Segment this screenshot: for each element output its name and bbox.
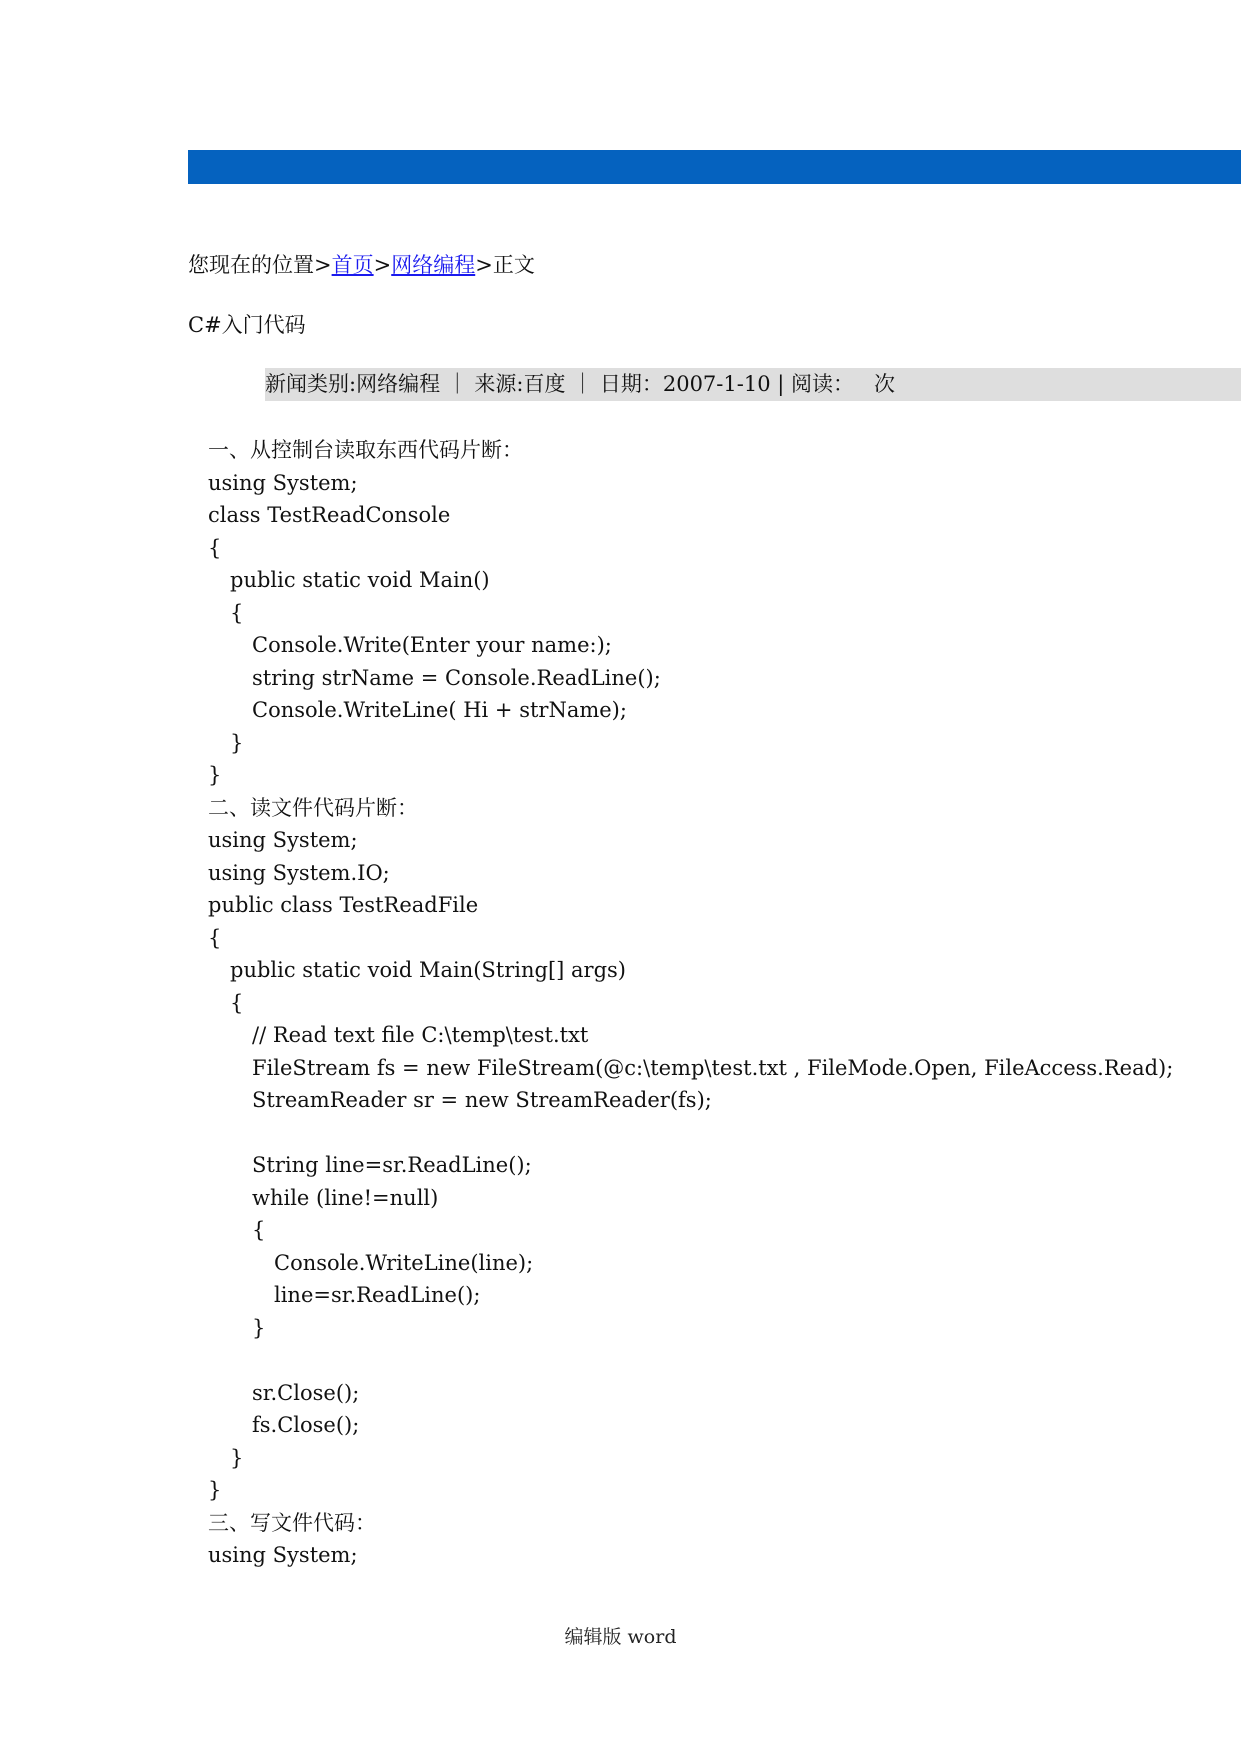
header-color-bar [188,150,1241,184]
code-line [208,1344,1218,1377]
code-line: 三、写文件代码： [208,1510,376,1535]
code-line: using System; [208,1543,358,1567]
breadcrumb-separator: > [373,253,392,277]
code-line: Console.WriteLine( Hi + strName); [252,698,627,722]
code-line: class TestReadConsole [208,503,451,527]
code-line: line=sr.ReadLine(); [274,1283,481,1307]
code-line: { [230,600,244,625]
code-line [208,1117,1218,1150]
breadcrumb-separator: > [475,253,493,277]
code-line: { [252,1218,266,1242]
code-line: } [208,1478,222,1502]
code-line: 二、读文件代码片断： [208,795,418,820]
code-line: Console.Write(Enter your name:); [252,633,612,657]
breadcrumb-link-category[interactable]: 网络编程 [391,253,476,277]
code-line: { [208,535,222,560]
code-line: using System.IO; [208,860,390,885]
breadcrumb [188,250,535,280]
page-footer: 编辑版 word [564,1626,677,1648]
code-line: using System; [208,470,358,495]
article-meta-bar: 新闻类别:网络编程 ｜ 来源:百度 ｜ 日期：2007-1-10 | 阅读： 次 [265,368,1241,401]
code-line: Console.WriteLine(line); [274,1250,534,1275]
code-line: StreamReader sr = new StreamReader(fs); [252,1088,712,1112]
article-code-body [208,434,1218,1572]
breadcrumb-current: 正文 [492,253,535,277]
code-line: { [230,990,244,1015]
code-line: } [252,1315,266,1340]
code-line: string strName = Console.ReadLine(); [252,665,661,690]
code-line: while (line!=null) [252,1185,439,1210]
code-line: 一、从控制台读取东西代码片断： [208,438,523,462]
code-line: FileStream fs = new FileStream(@c:\temp\test.txt , FileMode.Open, FileAccess.Read); [252,1055,1174,1080]
article-title: C#入门代码 [188,313,306,337]
breadcrumb-link-home[interactable]: 首页 [331,253,374,277]
code-line: public class TestReadFile [208,893,479,917]
breadcrumb-prefix: 您现在的位置> [188,253,332,277]
code-line: fs.Close(); [252,1413,360,1437]
code-line: String line=sr.ReadLine(); [252,1153,532,1177]
code-line: public static void Main(String[] args) [230,958,626,982]
code-line: using System; [208,828,358,852]
code-line: { [208,925,222,950]
code-line: } [208,763,222,787]
code-line: // Read text file C:\temp\test.txt [252,1023,589,1047]
code-line: } [230,1445,244,1470]
code-line: public static void Main() [230,568,490,592]
code-line: sr.Close(); [252,1380,360,1405]
code-line: } [230,730,244,755]
